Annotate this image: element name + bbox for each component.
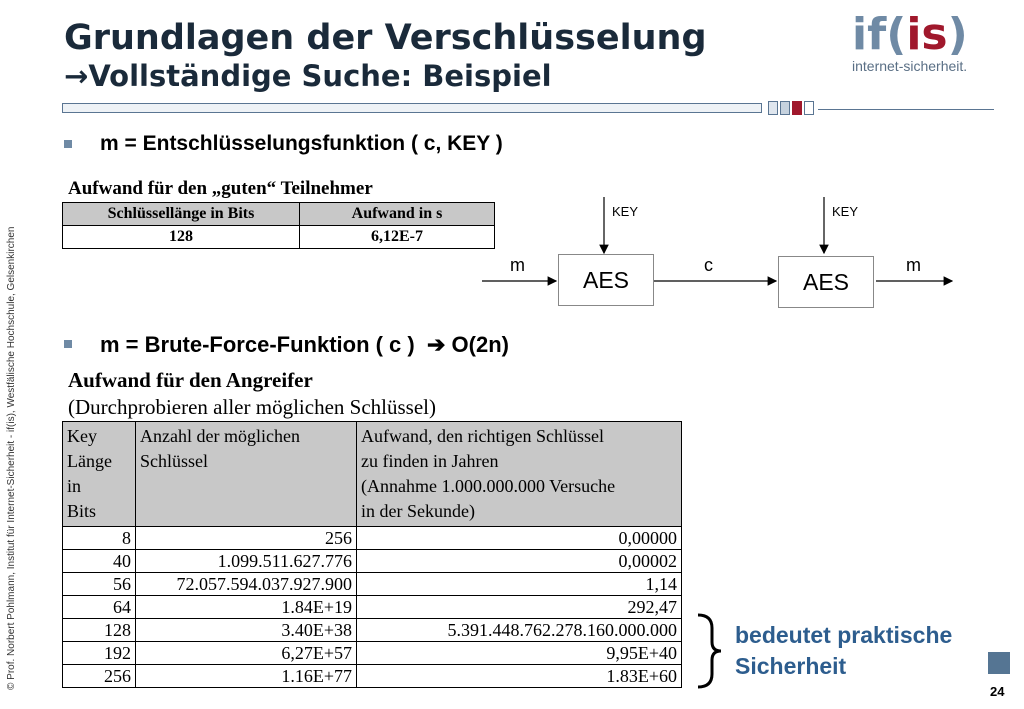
logo-mark: if(is)	[852, 9, 968, 60]
table-header-cell: Aufwand in s	[300, 203, 495, 226]
table-cell: 1.16E+77	[136, 665, 357, 688]
table-row	[63, 665, 682, 688]
slide-title	[64, 18, 707, 94]
bullet-2-result: O(2n)	[451, 332, 509, 357]
rule-tick	[804, 101, 814, 115]
rule-tick	[768, 101, 778, 115]
table2-caption-line2: (Durchprobieren aller möglichen Schlüssel)	[68, 395, 436, 419]
corner-square	[988, 652, 1010, 674]
security-note	[735, 620, 952, 682]
table-row	[63, 573, 682, 596]
bullet-2-text: m = Brute-Force-Funktion ( c )	[100, 332, 415, 357]
table-row	[63, 226, 495, 249]
bullet-2	[100, 332, 509, 358]
label-m-in: m	[510, 255, 525, 275]
curly-brace-icon	[692, 612, 724, 690]
table-cell: 192	[63, 642, 136, 665]
subtitle-text: Vollständige Suche: Beispiel	[88, 59, 552, 93]
label-c: c	[704, 255, 713, 275]
right-arrow-icon: ➔	[420, 332, 452, 357]
table-row	[63, 422, 682, 527]
table-cell: 9,95E+40	[357, 642, 682, 665]
table-cell: 256	[63, 665, 136, 688]
table-cell: 8	[63, 527, 136, 550]
title-line-2	[64, 58, 707, 94]
logo-tagline: internet-sicherheit.	[852, 58, 968, 74]
aes-diagram	[478, 195, 958, 320]
table2-caption	[68, 367, 436, 421]
table-cell: 1.83E+60	[357, 665, 682, 688]
table-cell: 256	[136, 527, 357, 550]
table-row	[63, 203, 495, 226]
key-label-1: KEY	[612, 204, 639, 219]
ifis-logo	[852, 10, 1002, 90]
right-arrow-icon: →	[64, 59, 89, 93]
table-cell: 128	[63, 619, 136, 642]
table-cell: 5.391.448.762.278.160.000.000	[357, 619, 682, 642]
table-header-cell: Key Länge in Bits	[63, 422, 136, 527]
table-row	[63, 596, 682, 619]
table-header-cell: Anzahl der möglichen Schlüssel	[136, 422, 357, 527]
table-header-cell: Schlüssellänge in Bits	[63, 203, 300, 226]
table-cell: 64	[63, 596, 136, 619]
bullet-square-icon	[64, 140, 72, 148]
table-cell: 292,47	[357, 596, 682, 619]
table-cell: 1.099.511.627.776	[136, 550, 357, 573]
table-row	[63, 550, 682, 573]
table1-caption: Aufwand für den „guten“ Teilnehmer	[68, 178, 373, 199]
table-attacker	[62, 421, 682, 688]
table-cell: 6,12E-7	[300, 226, 495, 249]
table2-caption-line1: Aufwand für den Angreifer	[68, 368, 313, 392]
key-label-2: KEY	[832, 204, 859, 219]
table-cell: 6,27E+57	[136, 642, 357, 665]
table-good-participant	[62, 202, 495, 249]
rule-tick	[792, 101, 802, 115]
title-line-1: Grundlagen der Verschlüsselung	[64, 18, 707, 58]
bullet-1-text: m = Entschlüsselungsfunktion ( c, KEY )	[100, 132, 503, 155]
rule-line	[818, 109, 994, 110]
table-row	[63, 527, 682, 550]
table-row	[63, 619, 682, 642]
header-rule	[62, 101, 994, 113]
table-header-cell: Aufwand, den richtigen Schlüssel zu finden in Jahren (Annahme 1.000.000.000 Versuche in der Sekunde)	[357, 422, 682, 527]
aes-box-1: AES	[558, 254, 654, 306]
table-cell: 56	[63, 573, 136, 596]
table-cell: 3.40E+38	[136, 619, 357, 642]
page-number: 24	[990, 684, 1005, 699]
table-cell: 1,14	[357, 573, 682, 596]
rule-tick	[780, 101, 790, 115]
note-line-2: Sicherheit	[735, 653, 847, 679]
bullet-1	[100, 132, 503, 156]
table-cell: 0,00000	[357, 527, 682, 550]
note-line-1: bedeutet praktische	[735, 622, 953, 648]
table-cell: 40	[63, 550, 136, 573]
table-row	[63, 642, 682, 665]
table-cell: 128	[63, 226, 300, 249]
rule-bar	[62, 103, 762, 113]
table-cell: 72.057.594.037.927.900	[136, 573, 357, 596]
copyright-side-text: © Prof. Norbert Pohlmann, Institut für Internet-Sicherheit - if(is), Westfälische Hochschule, Gelsenkirchen	[6, 226, 17, 690]
table-cell: 1.84E+19	[136, 596, 357, 619]
aes-box-2: AES	[778, 256, 874, 308]
diagram-arrows	[478, 195, 958, 320]
table-cell: 0,00002	[357, 550, 682, 573]
label-m-out: m	[906, 255, 921, 275]
bullet-square-icon	[64, 340, 72, 348]
